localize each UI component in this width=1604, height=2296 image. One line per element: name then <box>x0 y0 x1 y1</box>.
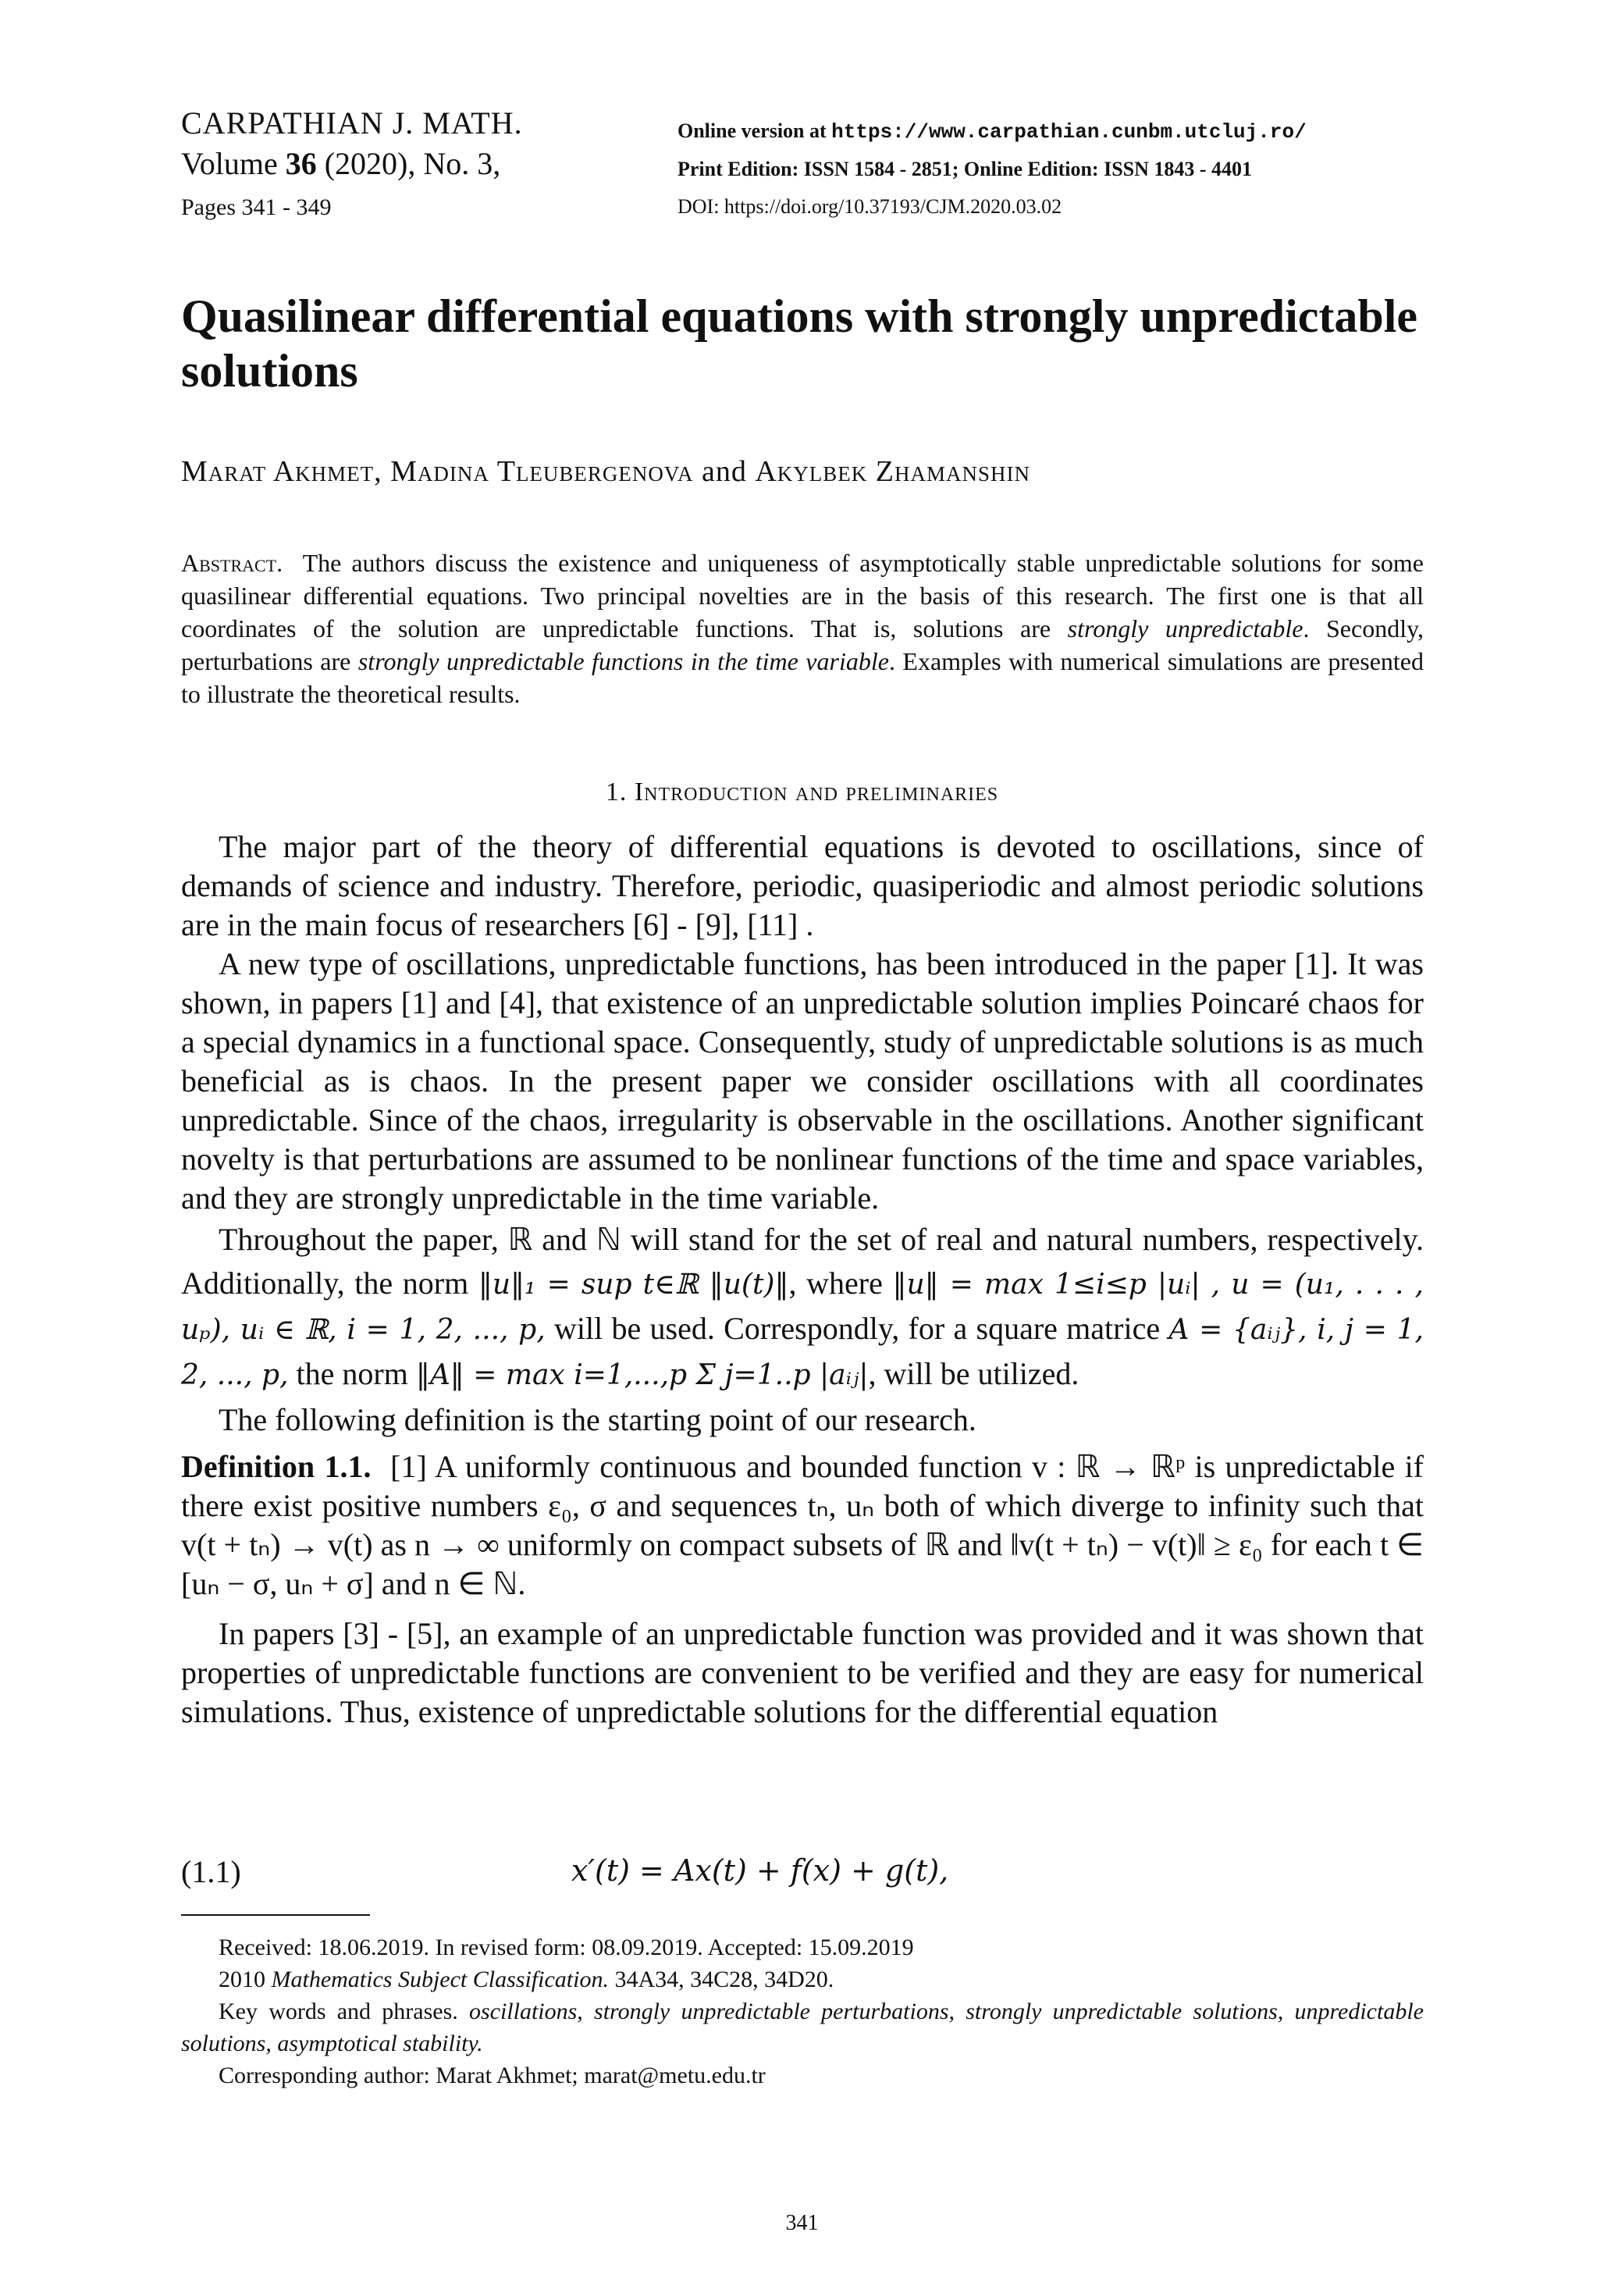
paragraph-3: Throughout the paper, ℝ and ℕ will stand for the set of real and natural numbers, respectively. Additionally, the norm ‖u‖₁ = sup t∈ℝ ‖u(t)‖, where ‖u‖ = max 1≤i≤p |uᵢ| , u = (u₁, . . . , uₚ), uᵢ ∈ ℝ, i = 1, 2, ..., p, will be used. Correspondly, for a square matrice A = {aᵢⱼ}, i, j = 1, 2, ..., p, the norm ‖A‖ = max i=1,...,p Σ j=1..p |aᵢⱼ|, will be utilized. <box>181 1222 1424 1391</box>
footnotes <box>181 1931 1424 2091</box>
journal-name: CARPATHIAN J. MATH. <box>181 105 523 141</box>
matrix-formula: A = {aᵢⱼ}, i, j = 1, 2, ..., p, <box>181 1314 1424 1391</box>
abstract: Abstract. The authors discuss the existence and uniqueness of asymptotically stable unpredictable solutions for some quasilinear differential equations. Two principal novelties are in the basis of this research. The first one is that all coordinates of the solution are unpredictable functions. That is, solutions are strongly unpredictable. Secondly, perturbations are strongly unpredictable functions in the time variable. Examples with numerical simulations are presented to illustrate the theoretical results. <box>181 549 1424 708</box>
body-text <box>181 828 1424 1732</box>
equation-number: (1.1) <box>181 1854 241 1889</box>
equation-1-1 <box>181 1853 1424 1900</box>
author-zhamanshin: Akylbek Zhamanshin <box>755 455 1030 488</box>
norm-sup-formula: ‖u‖₁ = sup t∈ℝ ‖u(t)‖ <box>478 1269 789 1301</box>
paragraph-4: The following definition is the starting point of our research. <box>219 1402 976 1437</box>
print-edition-line: Print Edition: ISSN 1584 - 2851; Online Edition: ISSN 1843 - 4401 <box>678 158 1253 180</box>
page-number: 341 <box>785 2211 819 2235</box>
journal-header <box>181 103 523 228</box>
received-dates: Received: 18.06.2019. In revised form: 08.09.2019. Accepted: 15.09.2019 <box>219 1935 914 1960</box>
section-heading: 1. Introduction and preliminaries <box>605 778 999 806</box>
abstract-label: Abstract. <box>181 549 283 577</box>
paper-title: Quasilinear differential equations with strongly unpredictable solutions <box>181 290 1418 397</box>
online-version-line: Online version at https://www.carpathian.cunbm.utcluj.ro/ <box>678 119 1307 144</box>
volume-number: 36 <box>285 146 317 181</box>
paragraph-5: In papers [3] - [5], an example of an unpredictable function was provided and it was shown that properties of unpredictable functions are convenient to be verified and they are easy for numerical simulations. Thus, existence of unpredictable solutions for the differential equation <box>181 1616 1424 1729</box>
keywords: Key words and phrases. oscillations, strongly unpredictable perturbations, strongly unpredictable solutions, unpredictable solutions, asymptotical stability. <box>181 1999 1424 2056</box>
equation-body: x′(t) = Ax(t) + f(x) + g(t), <box>571 1853 949 1888</box>
corresponding-author: Corresponding author: Marat Akhmet; marat@metu.edu.tr <box>219 2063 766 2088</box>
matrix-norm-formula: ‖A‖ = max i=1,...,p Σ j=1..p |aᵢⱼ| <box>415 1359 869 1391</box>
paragraph-2: A new type of oscillations, unpredictable functions, has been introduced in the paper [1]. It was shown, in papers [1] and [4], that existence of an unpredictable solution implies Poincaré chaos for a special dynamics in a functional space. Consequently, study of unpredictable solutions is as much beneficial as is chaos. In the present paper we consider oscillations with all coordinates unpredictable. Since of the chaos, irregularity is observable in the oscillations. Another significant novelty is that perturbations are assumed to be nonlinear functions of the time and space variables, and they are strongly unpredictable in the time variable. <box>181 946 1424 1216</box>
doi-line[interactable]: DOI: https://doi.org/10.37193/CJM.2020.03.02 <box>678 195 1062 218</box>
footnote-rule <box>181 1914 370 1916</box>
pages-line: Pages 341 - 349 <box>181 194 332 220</box>
msc-classification: 2010 Mathematics Subject Classification. 34A34, 34C28, 34D20. <box>219 1967 834 1992</box>
author-list: Marat Akhmet, Madina Tleubergenova and Akylbek Zhamanshin <box>181 455 1030 488</box>
paragraph-1: The major part of the theory of differential equations is devoted to oscillations, since of demands of science and industry. Therefore, periodic, quasiperiodic and almost periodic solutions are in the main focus of researchers [6] - [9], [11] . <box>181 829 1424 942</box>
definition-1-1: Definition 1.1. [1] A uniformly continuous and bounded function v : ℝ → ℝᵖ is unpredictable if there exist positive numbers ε₀, σ and sequences tₙ, uₙ both of which diverge to infinity such that v(t + tₙ) → v(t) as n → ∞ uniformly on compact subsets of ℝ and ‖v(t + tₙ) − v(t)‖ ≥ ε₀ for each t ∈ [uₙ − σ, uₙ + σ] and n ∈ ℕ. <box>181 1449 1424 1601</box>
edition-info <box>678 112 1307 226</box>
author-tleubergenova: Madina Tleubergenova <box>390 455 694 488</box>
norm-max-formula: ‖u‖ = max 1≤i≤p |uᵢ| , u = (u₁, . . . , uₚ), uᵢ ∈ ℝ, i = 1, 2, ..., p, <box>181 1269 1424 1346</box>
volume-line: Volume 36 (2020), No. 3, <box>181 146 501 181</box>
definition-label: Definition 1.1. <box>181 1449 372 1484</box>
author-akhmet: Marat Akhmet <box>181 455 375 488</box>
journal-url-link[interactable]: https://www.carpathian.cunbm.utcluj.ro/ <box>831 120 1307 144</box>
